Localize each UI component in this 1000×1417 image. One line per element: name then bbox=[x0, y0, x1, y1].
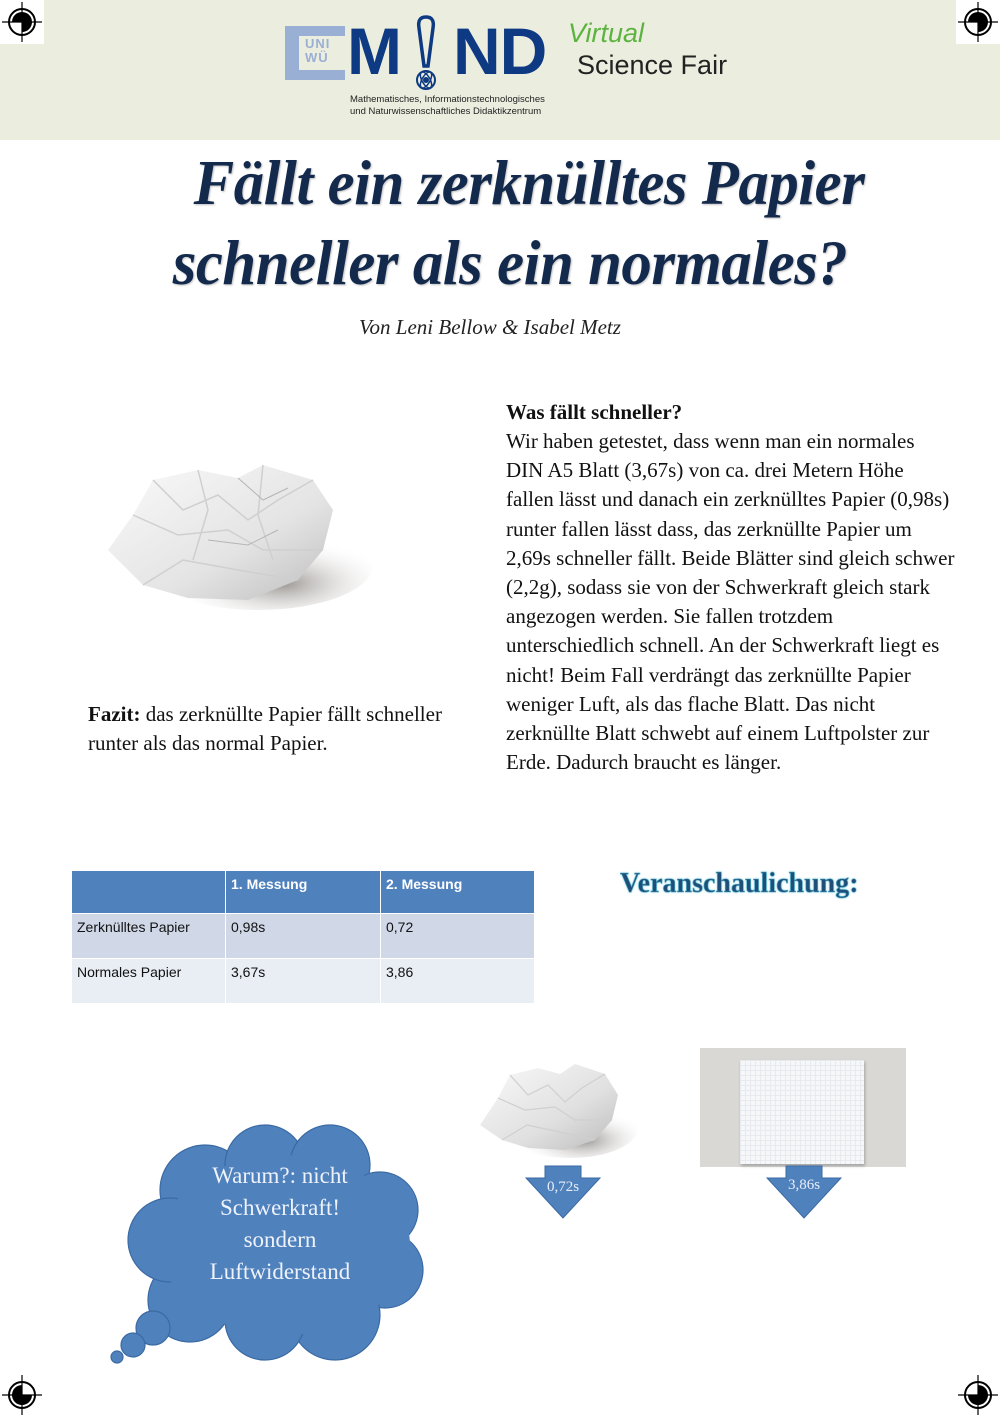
fazit-label: Fazit: bbox=[88, 702, 141, 726]
registration-mark-bottom-left-icon bbox=[0, 1373, 44, 1417]
thought-line-2: Schwerkraft! bbox=[219, 1195, 341, 1220]
table-cell: 3,86 bbox=[381, 959, 535, 1004]
science-fair-label: Science Fair bbox=[577, 50, 728, 80]
fazit-text bbox=[88, 700, 468, 758]
registration-mark-top-right-icon bbox=[956, 0, 1000, 44]
logo-subtitle bbox=[350, 94, 545, 118]
table-header-cell: 2. Messung bbox=[381, 871, 535, 914]
article-body: Wir haben getestet, dass wenn man ein normales DIN A5 Blatt (3,67s) von ca. drei Metern Höhe fallen lässt und danach ein zerknülltes Papier (0,98s) runter fallen lässt dass, das zerknüllte Papier um 2,69s schneller fällt. Beide Blätter sind gleich schwer (2,2g), sodass sie von der Schwerkraft gleich stark angezogen werden. Sie fallen trotzdem unterschiedlich schnell. An der Schwerkraft liegt es nicht! Beim Fall verdrängt das zerknüllte Papier weniger Luft, als das flache Blatt. Das nicht zerknüllte Blatt schwebt auf einem Luftpolster zur Erde. Dadurch braucht es länger. bbox=[506, 429, 955, 775]
uni-wuerzburg-logo bbox=[285, 26, 345, 80]
authors: Von Leni Bellow & Isabel Metz bbox=[359, 315, 621, 339]
table-row bbox=[72, 914, 535, 959]
uni-text: UNI bbox=[305, 36, 331, 51]
poster-title bbox=[83, 143, 938, 303]
crumpled-time-label: 0,72s bbox=[546, 1179, 580, 1195]
measurements-table bbox=[71, 870, 535, 1004]
fazit-body: das zerknüllte Papier fällt schneller runter als das normal Papier. bbox=[88, 702, 442, 755]
crumpled-paper-small-image bbox=[470, 1050, 640, 1165]
table-cell: 3,67s bbox=[226, 959, 381, 1004]
crumpled-paper-image bbox=[88, 440, 378, 620]
mind-letters-nd: ND bbox=[452, 14, 547, 88]
mind-wordmark bbox=[347, 16, 546, 86]
thought-bubble bbox=[105, 1120, 425, 1370]
table-cell: 0,72 bbox=[381, 914, 535, 959]
mind-logo bbox=[285, 12, 745, 122]
table-header-cell bbox=[72, 871, 226, 914]
table-header-row bbox=[72, 871, 535, 914]
mind-letter-m: M bbox=[347, 14, 401, 88]
article-heading: Was fällt schneller? bbox=[506, 400, 683, 424]
registration-mark-bottom-right-icon bbox=[956, 1373, 1000, 1417]
table-cell: 0,98s bbox=[226, 914, 381, 959]
flat-paper-image bbox=[700, 1048, 906, 1167]
table-header-cell: 1. Messung bbox=[226, 871, 381, 914]
exclamation-atom-icon bbox=[413, 14, 439, 94]
title-line-1: Fällt ein zerknülltes Papier bbox=[193, 147, 865, 218]
logo-subtitle-line-1: Mathematisches, Informationstechnologisches bbox=[350, 94, 545, 105]
logo-subtitle-line-2: und Naturwissenschaftliches Didaktikzentrum bbox=[350, 106, 542, 117]
thought-bubble-text bbox=[185, 1160, 375, 1288]
virtual-label: Virtual bbox=[568, 18, 645, 48]
table-row bbox=[72, 959, 535, 1004]
thought-line-1: Warum?: nicht bbox=[212, 1163, 348, 1188]
wue-text: WÜ bbox=[305, 50, 329, 65]
table-cell: Zerknülltes Papier bbox=[72, 914, 226, 959]
title-line-2: schneller als ein normales? bbox=[172, 227, 848, 298]
registration-mark-top-left-icon bbox=[0, 0, 44, 44]
article bbox=[506, 398, 956, 777]
arrow-down-flat bbox=[766, 1165, 842, 1219]
flat-time-label: 3,86s bbox=[787, 1177, 821, 1193]
table-cell: Normales Papier bbox=[72, 959, 226, 1004]
arrow-down-crumpled bbox=[525, 1165, 601, 1219]
thought-line-3: sondern bbox=[243, 1227, 317, 1252]
flat-paper-sheet bbox=[740, 1060, 864, 1164]
thought-line-4: Luftwiderstand bbox=[209, 1259, 351, 1284]
illustration-heading: Veranschaulichung: bbox=[620, 868, 859, 899]
